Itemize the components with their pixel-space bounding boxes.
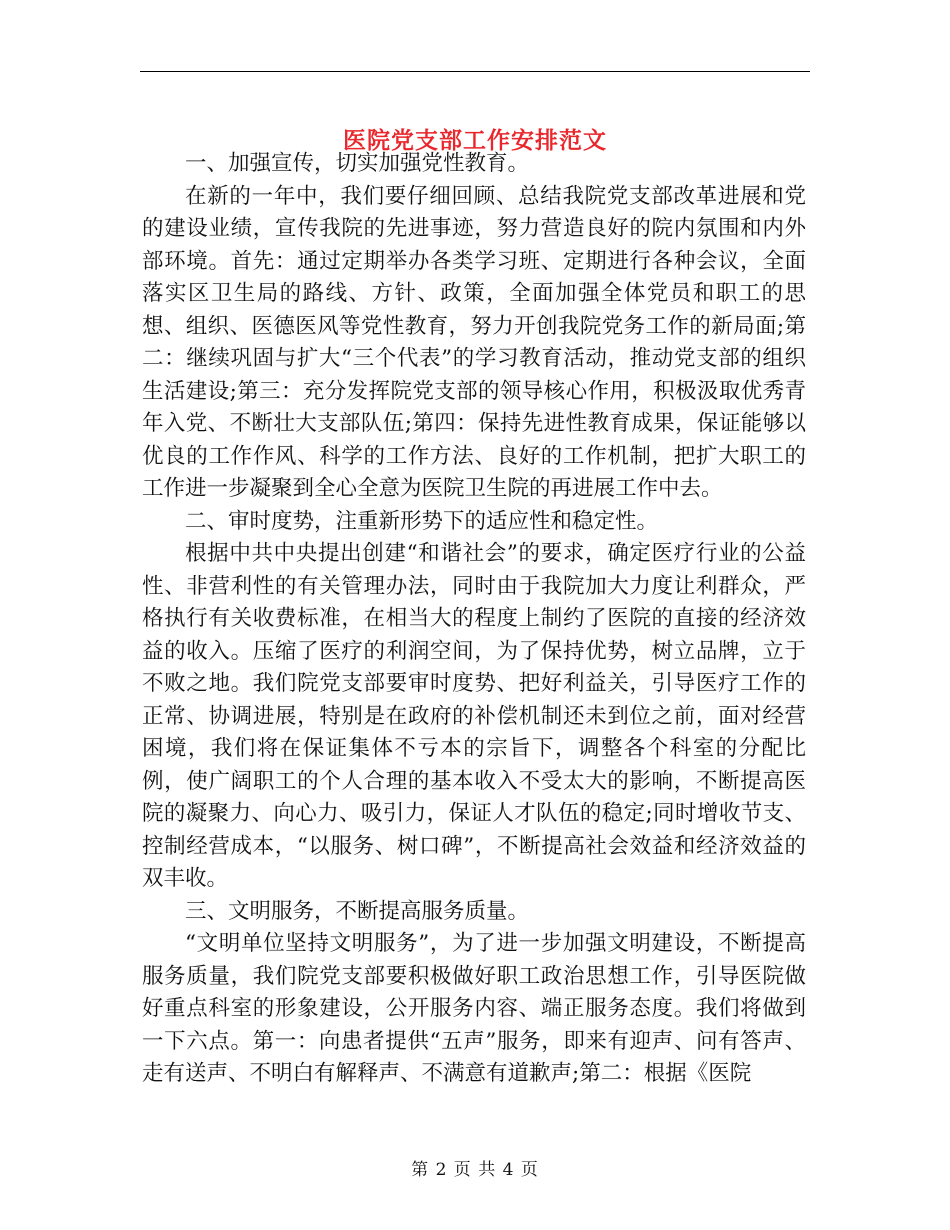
body-paragraph-3: “文明单位坚持文明服务”，为了进一步加强文明建设，不断提高服务质量，我们院党支部要积极做好职工政治思想工作，引导医院做好重点科室的形象建设，公开服务内容、端正服务态度。我们将做到一下六点。第一：向患者提供“五声”服务，即来有迎声、问有答声、走有送声、不明白有解释声、不满意有道歉声;第二：根据《医院 bbox=[142, 931, 806, 1086]
section-heading-3: 三、文明服务，不断提高服务质量。 bbox=[185, 898, 530, 924]
body-paragraph-1: 在新的一年中，我们要仔细回顾、总结我院党支部改革进展和党的建设业绩，宣传我院的先进事迹，努力营造良好的院内氛围和内外部环境。首先：通过定期举办各类学习班、定期进行各种会议，全面落实区卫生局的路线、方针、政策，全面加强全体党员和职工的思想、组织、医德医风等党性教育，努力开创我院党务工作的新局面;第二：继续巩固与扩大“三个代表”的学习教育活动，推动党支部的组织生活建设;第三：充分发挥院党支部的领导核心作用，积极汲取优秀青年入党、不断壮大支部队伍;第四：保持先进性教育成果，保证能够以优良的工作作风、科学的工作方法、良好的工作机制，把扩大职工的工作进一步凝聚到全心全意为医院卫生院的再进展工作中去。 bbox=[142, 183, 806, 501]
header-rule bbox=[140, 71, 810, 72]
page-number: 第 2 页 共 4 页 bbox=[411, 1160, 539, 1180]
document-title: 医院党支部工作安排范文 bbox=[343, 127, 607, 155]
section-heading-1: 一、加强宣传，切实加强党性教育。 bbox=[185, 151, 530, 176]
section-heading-2: 二、审时度势，注重新形势下的适应性和稳定性。 bbox=[185, 508, 659, 534]
body-paragraph-2: 根据中共中央提出创建“和谐社会”的要求，确定医疗行业的公益性、非营利性的有关管理办法，同时由于我院加大力度让利群众，严格执行有关收费标准，在相当大的程度上制约了医院的直接的经济效益的收入。压缩了医疗的利润空间，为了保持优势，树立品牌，立于不败之地。我们院党支部要审时度势、把好利益关，引导医疗工作的正常、协调进展，特别是在政府的补偿机制还未到位之前，面对经营困境，我们将在保证集体不亏本的宗旨下，调整各个科室的分配比例，使广阔职工的个人合理的基本收入不受太大的影响，不断提高医院的凝聚力、向心力、吸引力，保证人才队伍的稳定;同时增收节支、控制经营成本，“以服务、树口碑”，不断提高社会效益和经济效益的双丰收。 bbox=[142, 541, 806, 891]
document-body bbox=[142, 148, 806, 1091]
